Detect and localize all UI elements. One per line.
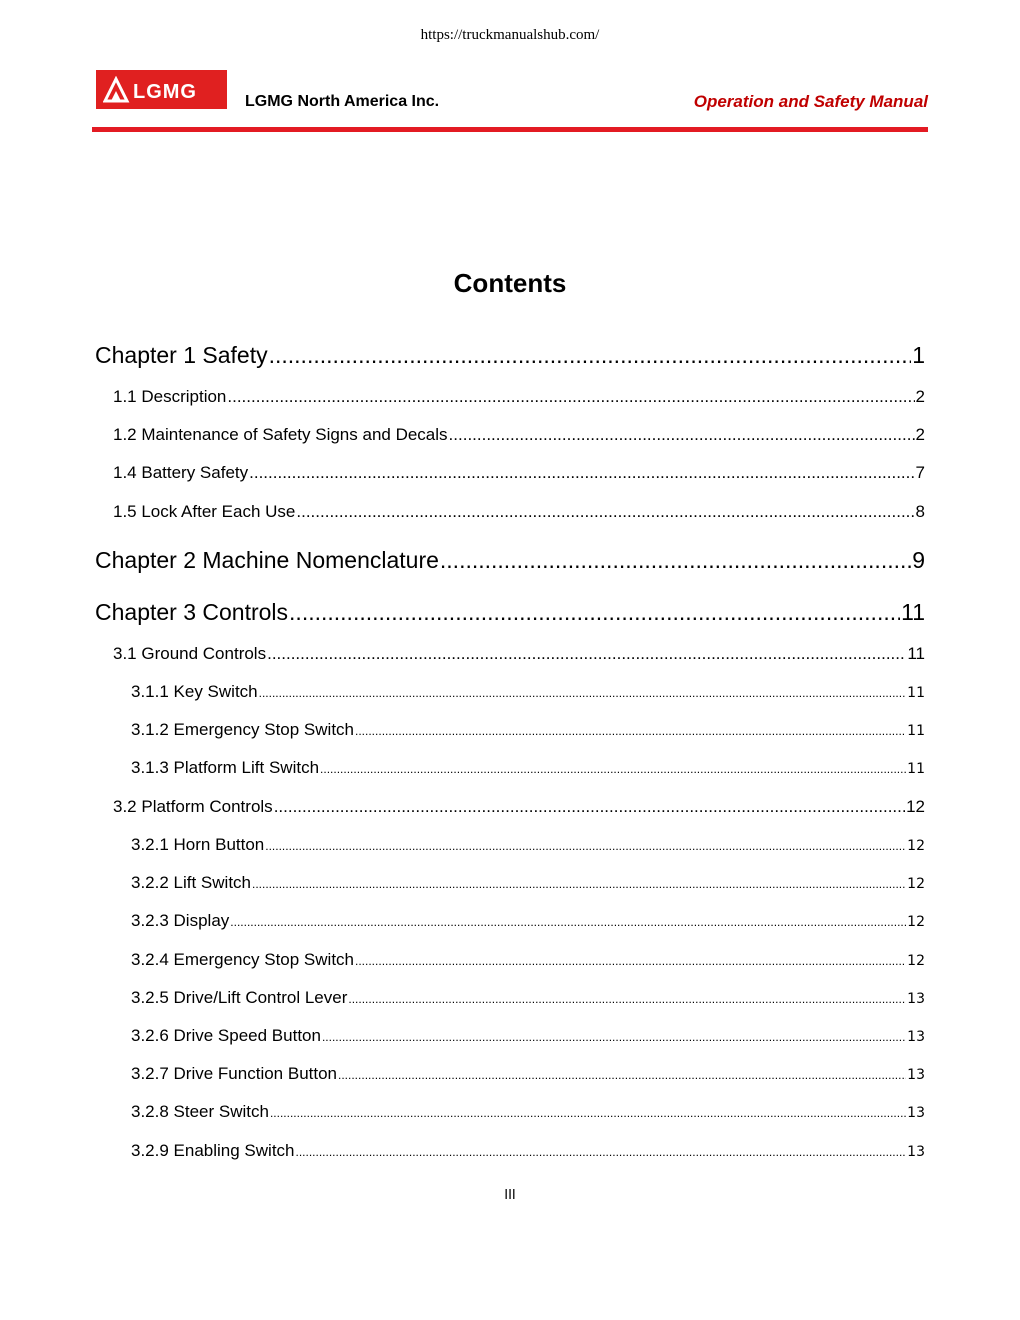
toc-entry-page: 13 (907, 991, 925, 1007)
toc-entry-label: 3.2.5 Drive/Lift Control Lever (131, 988, 348, 1007)
toc-entry-label: 3.1.2 Emergency Stop Switch (131, 720, 355, 739)
toc-entry-label: 3.1 Ground Controls (113, 644, 267, 663)
toc-entry-label: 3.2.7 Drive Function Button (131, 1064, 338, 1083)
toc-dot-leader (249, 463, 914, 483)
toc-entry-page: 12 (907, 953, 925, 969)
toc-dot-leader (355, 724, 906, 738)
toc-entry[interactable] (113, 425, 925, 445)
toc-entry-page: 11 (907, 723, 925, 739)
toc-entry-page: 11 (901, 599, 925, 625)
toc-dot-leader (348, 992, 906, 1006)
toc-entry-page: 12 (907, 876, 925, 892)
toc-dot-leader (338, 1068, 906, 1082)
toc-entry-label: 3.2.1 Horn Button (131, 835, 265, 854)
toc-entry-label: 1.1 Description (113, 387, 227, 406)
toc-dot-leader (227, 387, 914, 407)
toc-entry[interactable] (131, 873, 925, 893)
toc-entry-label: 3.2.4 Emergency Stop Switch (131, 950, 355, 969)
toc-entry-page: 13 (907, 1067, 925, 1083)
toc-entry[interactable] (131, 1064, 925, 1084)
page-number: III (504, 1188, 516, 1203)
toc-entry-page: 1 (912, 342, 925, 368)
toc-entry-label: 1.2 Maintenance of Safety Signs and Decals (113, 425, 448, 444)
toc-dot-leader (320, 762, 906, 776)
toc-dot-leader (267, 644, 906, 664)
toc-dot-leader (265, 839, 906, 853)
toc-entry-label: 3.2.9 Enabling Switch (131, 1141, 295, 1160)
lgmg-logo-mark (103, 76, 221, 104)
toc-entry-page: 2 (915, 387, 925, 406)
toc-entry-label: 3.2.6 Drive Speed Button (131, 1026, 321, 1045)
toc-entry-label: Chapter 2 Machine Nomenclature (95, 547, 439, 573)
toc-dot-leader (296, 1145, 907, 1159)
toc-entry-page: 11 (907, 685, 925, 701)
toc-entry-label: Chapter 1 Safety (95, 342, 268, 368)
toc-entry-label: 3.1.1 Key Switch (131, 682, 258, 701)
company-name: LGMG North America Inc. (245, 93, 440, 110)
manual-title: Operation and Safety Manual (693, 92, 928, 111)
toc-entry[interactable] (113, 644, 925, 664)
svg-text:LGMG: LGMG (132, 80, 197, 103)
toc-entry[interactable] (131, 835, 925, 855)
toc-entry-page: 13 (907, 1144, 925, 1160)
toc-dot-leader (274, 797, 905, 817)
toc-dot-leader (296, 502, 914, 522)
toc-entry[interactable] (131, 682, 925, 702)
toc-entry[interactable] (131, 950, 925, 970)
toc-dot-leader (289, 599, 900, 626)
toc-entry[interactable] (113, 463, 925, 483)
toc-dot-leader (322, 1030, 906, 1044)
toc-entry-page: 8 (915, 502, 925, 521)
source-url[interactable]: https://truckmanualshub.com/ (420, 27, 600, 43)
toc-dot-leader (440, 547, 911, 574)
toc-entry-page: 13 (907, 1029, 925, 1045)
toc-dot-leader (270, 1106, 906, 1120)
toc-entry[interactable] (95, 599, 925, 626)
toc-entry-label: 3.2.8 Steer Switch (131, 1102, 269, 1121)
toc-entry-label: Chapter 3 Controls (95, 599, 289, 625)
toc-entry-page: 2 (915, 425, 925, 444)
toc-entry[interactable] (95, 342, 925, 369)
toc-entry[interactable] (131, 911, 925, 931)
toc-dot-leader (230, 915, 906, 929)
toc-entry[interactable] (113, 797, 925, 817)
toc-entry[interactable] (113, 502, 925, 522)
toc-entry-label: 3.2 Platform Controls (113, 797, 273, 816)
toc-entry[interactable] (95, 547, 925, 574)
toc-entry-label: 1.4 Battery Safety (113, 463, 249, 482)
lgmg-logo (96, 70, 227, 109)
toc-dot-leader (269, 342, 912, 369)
toc-entry[interactable] (113, 387, 925, 407)
toc-entry[interactable] (131, 1026, 925, 1046)
toc-entry[interactable] (131, 720, 925, 740)
toc-entry-page: 12 (906, 797, 925, 816)
toc-entry-page: 11 (907, 761, 925, 777)
toc-entry-label: 3.2.3 Display (131, 911, 230, 930)
header-divider (92, 127, 928, 132)
toc-entry[interactable] (131, 758, 925, 778)
page-title: Contents (453, 268, 567, 298)
toc-entry-page: 9 (912, 547, 925, 573)
toc-entry-label: 3.1.3 Platform Lift Switch (131, 758, 320, 777)
toc-entry-label: 1.5 Lock After Each Use (113, 502, 296, 521)
toc-dot-leader (259, 686, 907, 700)
toc-dot-leader (252, 877, 906, 891)
toc-entry[interactable] (131, 988, 925, 1008)
toc-dot-leader (355, 954, 906, 968)
toc-entry-label: 3.2.2 Lift Switch (131, 873, 252, 892)
toc-dot-leader (449, 425, 915, 445)
toc-entry-page: 13 (907, 1105, 925, 1121)
toc-entry-page: 12 (907, 838, 925, 854)
toc-entry-page: 12 (907, 914, 925, 930)
toc-entry[interactable] (131, 1102, 925, 1122)
toc-entry-page: 7 (915, 463, 925, 482)
toc-entry-page: 11 (907, 644, 925, 663)
toc-entry[interactable] (131, 1141, 925, 1161)
